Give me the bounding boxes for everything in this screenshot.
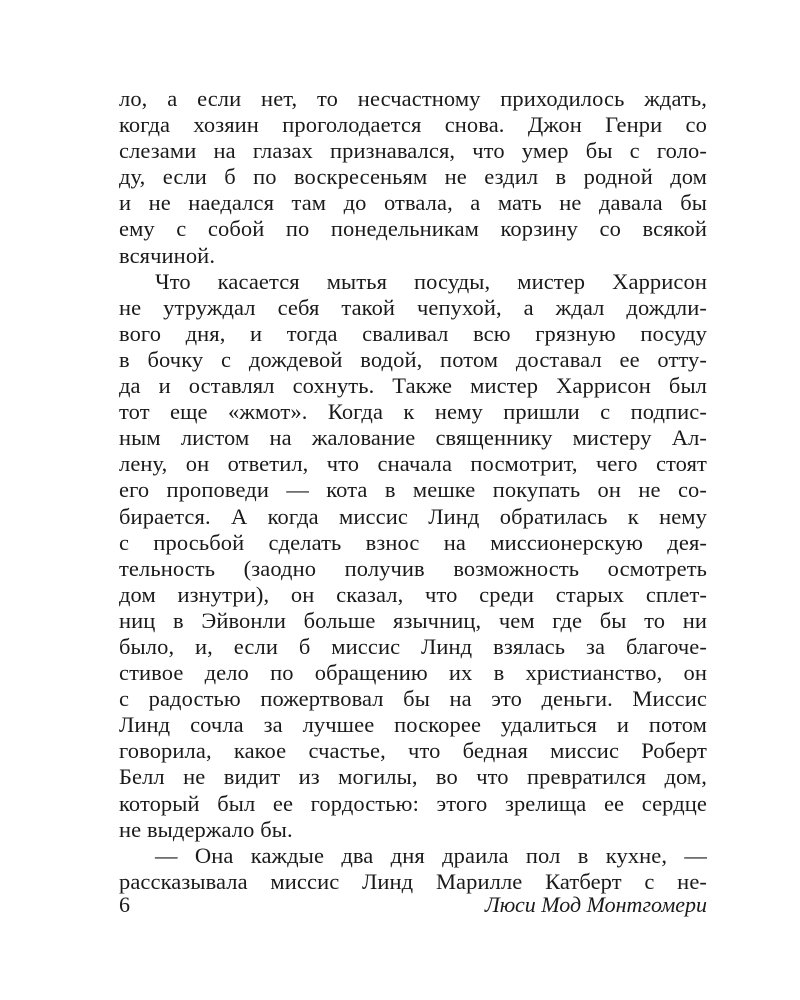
text-line: который был ее гордостью: этого зрелища ее сердце [119, 790, 707, 816]
text-line: с просьбой сделать взнос на миссионерскую дея- [119, 529, 707, 555]
text-line: в бочку с дождевой водой, потом доставал ее отту- [119, 346, 707, 372]
text-line: ным листом на жалование священнику мистеру Ал- [119, 425, 707, 451]
running-header-author: Люси Мод Монтгомери [484, 892, 707, 917]
text-line: вого дня, и тогда сваливал всю грязную посуду [119, 320, 707, 346]
page-footer [119, 892, 707, 922]
text-line: тот еще «жмот». Когда к нему пришли с подпис- [119, 399, 707, 425]
text-line: бирается. А когда миссис Линд обратилась к нему [119, 503, 707, 529]
text-line: слезами на глазах признавался, что умер бы с голо- [119, 138, 707, 164]
text-line: ему с собой по понедельникам корзину со всякой [119, 216, 707, 242]
text-line: ниц в Эйвонли больше язычниц, чем где бы то ни [119, 607, 707, 633]
text-line: было, и, если б миссис Линд взялась за благоче- [119, 633, 707, 659]
text-line: ду, если б по воскресеньям не ездил в родной дом [119, 164, 707, 190]
text-line: лену, он ответил, что сначала посмотрит, чего стоят [119, 451, 707, 477]
text-line: Что касается мытья посуды, мистер Харрисон [155, 268, 707, 294]
text-line: тельность (заодно получив возможность осмотреть [119, 555, 707, 581]
body-text [119, 86, 707, 895]
text-line: дом изнутри), он сказал, что среди старых сплет- [119, 581, 707, 607]
text-line: когда хозяин проголодается снова. Джон Генри со [119, 112, 707, 138]
text-line: не утруждал себя такой чепухой, а ждал дождли- [119, 294, 707, 320]
text-line: с радостью пожертвовал бы на это деньги. Миссис [119, 686, 707, 712]
text-line: да и оставлял сохнуть. Также мистер Харрисон был [119, 373, 707, 399]
text-line: его проповеди — кота в мешке покупать он не со- [119, 477, 707, 503]
text-line: и не наедался там до отвала, а мать не давала бы [119, 190, 707, 216]
text-line: Белл не видит из могилы, во что превратился дом, [119, 764, 707, 790]
text-line: рассказывала миссис Линд Марилле Катберт с не- [119, 868, 707, 894]
text-line: ло, а если нет, то несчастному приходилось ждать, [119, 86, 707, 111]
text-line: всячиной. [119, 242, 216, 268]
text-line: — Она каждые два дня драила пол в кухне, — [155, 842, 707, 868]
text-line: Линд сочла за лучшее поскорее удалиться и потом [119, 712, 707, 738]
text-line: стивое дело по обращению их в христианство, он [119, 660, 707, 686]
text-line: говорила, какое счастье, что бедная миссис Роберт [119, 738, 707, 764]
page-number: 6 [119, 892, 130, 917]
text-line: не выдержало бы. [119, 816, 293, 842]
